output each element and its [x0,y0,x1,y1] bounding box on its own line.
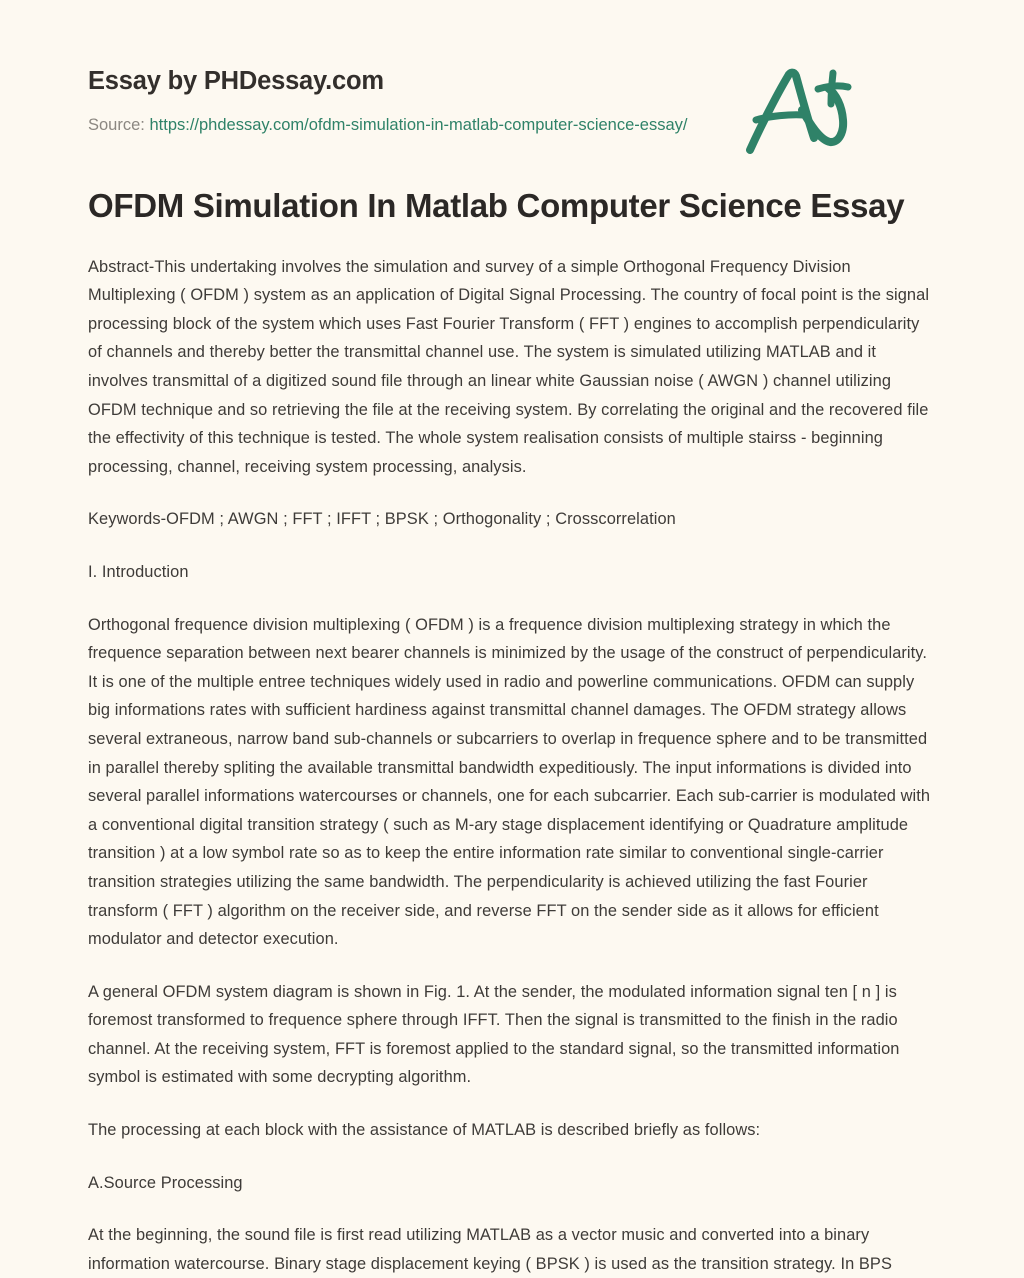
paragraph-abstract: Abstract-This undertaking involves the simulation and survey of a simple Orthogonal Frequency Division Multiplexing ( OFDM ) system as an application of Digital Signal Processing. The country of focal point is the signal processing block of the system which uses Fast Fourier Transform ( FFT ) engines to accomplish perpendicularity of channels and thereby better the transmittal channel use. The system is simulated utilizing MATLAB and it involves transmittal of a digitized sound file through an linear white Gaussian noise ( AWGN ) channel utilizing OFDM technique and so retrieving the file at the receiving system. By correlating the original and the recovered file the effectivity of this technique is tested. The whole system realisation consists of multiple stairss - beginning processing, channel, receiving system processing, analysis. [88,257,930,476]
section-heading-introduction: I. Introduction [88,562,189,581]
article-body [88,253,936,1278]
paragraph-keywords: Keywords-OFDM ; AWGN ; FFT ; IFFT ; BPSK ; Orthogonality ; Crosscorrelation [88,510,676,529]
paragraph-intro-3: The processing at each block with the assistance of MATLAB is described briefly as follows: [88,1121,761,1140]
paragraph-intro-2: A general OFDM system diagram is shown in Fig. 1. At the sender, the modulated information signal ten [ n ] is foremost transformed to frequence sphere through IFFT. Then the signal is transmitted to the finish in the radio channel. At the receiving system, FFT is foremost applied to the standard signal, so the transmitted information symbol is estimated with some decrypting algorithm. [88,982,900,1087]
paragraph-intro-1: Orthogonal frequence division multiplexing ( OFDM ) is a frequence division multiplexing strategy in which the frequence separation between next bearer channels is minimized by the usage of the construct of perpendicularity. It is one of the multiple entree techniques widely used in radio and powerline communications. OFDM can supply big informations rates with sufficient hardiness against transmittal channel damages. The OFDM strategy allows several extraneous, narrow band sub-channels or subcarriers to overlap in frequence sphere and to be transmitted in parallel thereby spliting the available transmittal bandwidth expeditiously. The input informations is divided into several parallel informations watercourses or channels, one for each subcarrier. Each sub-carrier is modulated with a conventional digital transition strategy ( such as M-ary stage displacement identifying or Quadrature amplitude transition ) at a low symbol rate so as to keep the entire information rate similar to conventional single-carrier transition strategies utilizing the same bandwidth. The perpendicularity is achieved utilizing the fast Fourier transform ( FFT ) algorithm on the receiver side, and reverse FFT on the sender side as it allows for efficient modulator and detector execution. [88,615,931,949]
paragraph-source-processing: At the beginning, the sound file is first read utilizing MATLAB as a vector music and converted into a binary information watercourse. Binary stage displacement keying ( BPSK ) is used as the transition strategy. In BPS [88,1226,892,1273]
site-brand: Essay by PHDessay.com [88,67,384,95]
source-url-link[interactable]: https://phdessay.com/ofdm-simulation-in-matlab-computer-science-essay/ [149,115,688,134]
a-plus-logo-icon [738,58,858,168]
page-title: OFDM Simulation In Matlab Computer Science Essay [88,187,905,225]
section-heading-source-processing: A.Source Processing [88,1173,243,1192]
source-label: Source: [88,115,145,134]
article [88,135,936,1278]
page-header [88,0,936,135]
